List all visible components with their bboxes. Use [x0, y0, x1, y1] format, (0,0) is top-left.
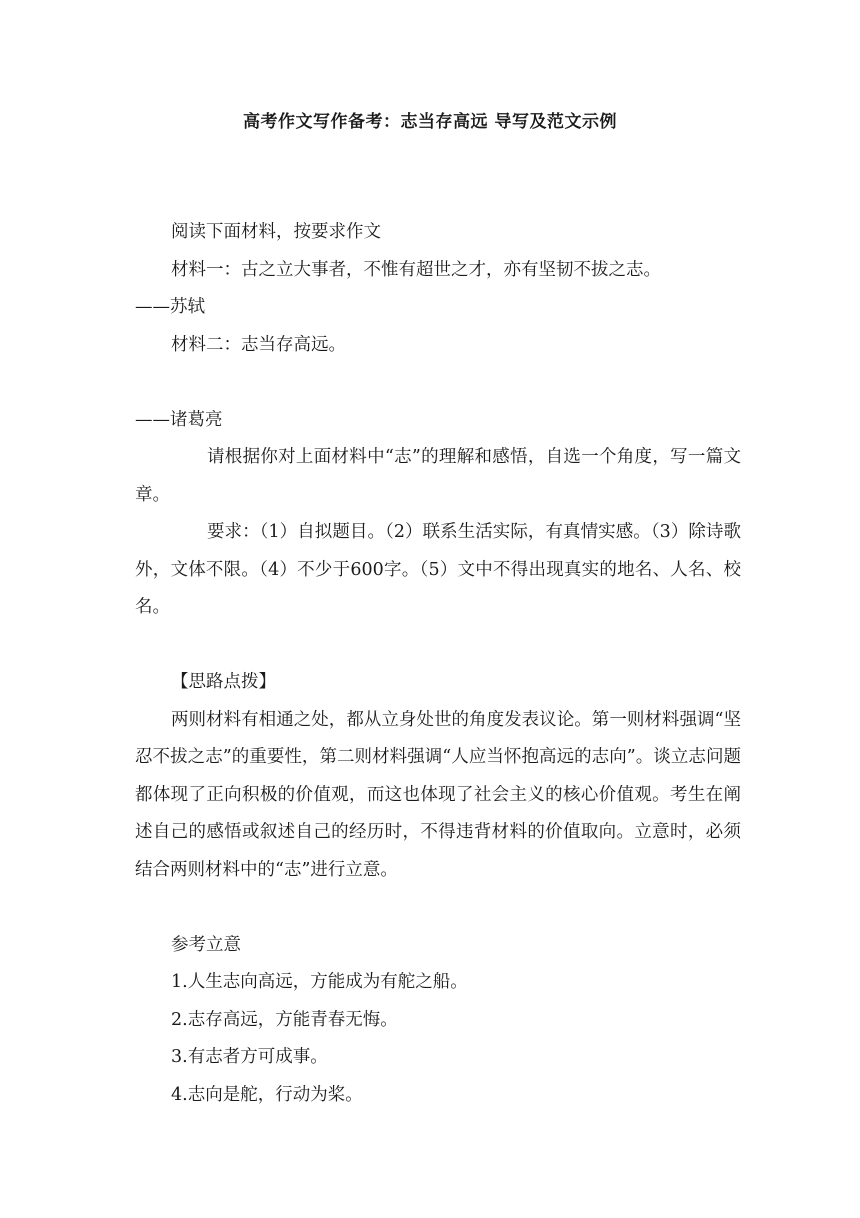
reference-item: 2.志存高远，方能青春无悔。	[171, 1009, 398, 1030]
writing-requirements: 要求：（1）自拟题目。（2）联系生活实际，有真情实感。（3）除诗歌外，文体不限。（4）不少于600字。（5）文中不得出现真实的地名、人名、校名。	[135, 522, 741, 617]
guidance-paragraph: 两则材料有相通之处，都从立身处世的角度发表议论。第一则材料强调“坚忍不拔之志”的重要性，第二则材料强调“人应当怀抱高远的志向”。谈立志问题都体现了正向积极的价值观，而这也体现了社会主义的核心价值观。考生在阐述自己的感悟或叙述自己的经历时，不得违背材料的价值取向。立意时，必须结合两则材料中的“志”进行立意。	[135, 709, 741, 880]
reference-item: 4.志向是舵，行动为桨。	[171, 1084, 363, 1105]
reference-item: 1.人生志向高远，方能成为有舵之船。	[171, 972, 468, 992]
reference-heading: 参考立意	[171, 934, 241, 955]
prompt-instruction: 阅读下面材料，按要求作文	[171, 222, 381, 242]
material-one: 材料一：古之立大事者，不惟有超世之才，亦有坚韧不拔之志。	[171, 259, 661, 280]
material-two-author: ——诸葛亮	[135, 409, 223, 430]
material-one-author: ——苏轼	[135, 297, 205, 317]
material-two: 材料二：志当存高远。	[171, 334, 346, 355]
blank-line	[135, 889, 741, 927]
writing-task: 请根据你对上面材料中“志”的理解和感悟，自选一个角度，写一篇文章。	[135, 447, 741, 505]
reference-item: 3.有志者方可成事。	[171, 1047, 328, 1067]
blank-line	[135, 627, 741, 665]
guidance-heading: 【思路点拨】	[171, 672, 276, 692]
document-title: 高考作文写作备考：志当存高远 导写及范文示例	[243, 112, 617, 132]
blank-line	[135, 364, 741, 402]
document-body	[135, 214, 741, 1114]
